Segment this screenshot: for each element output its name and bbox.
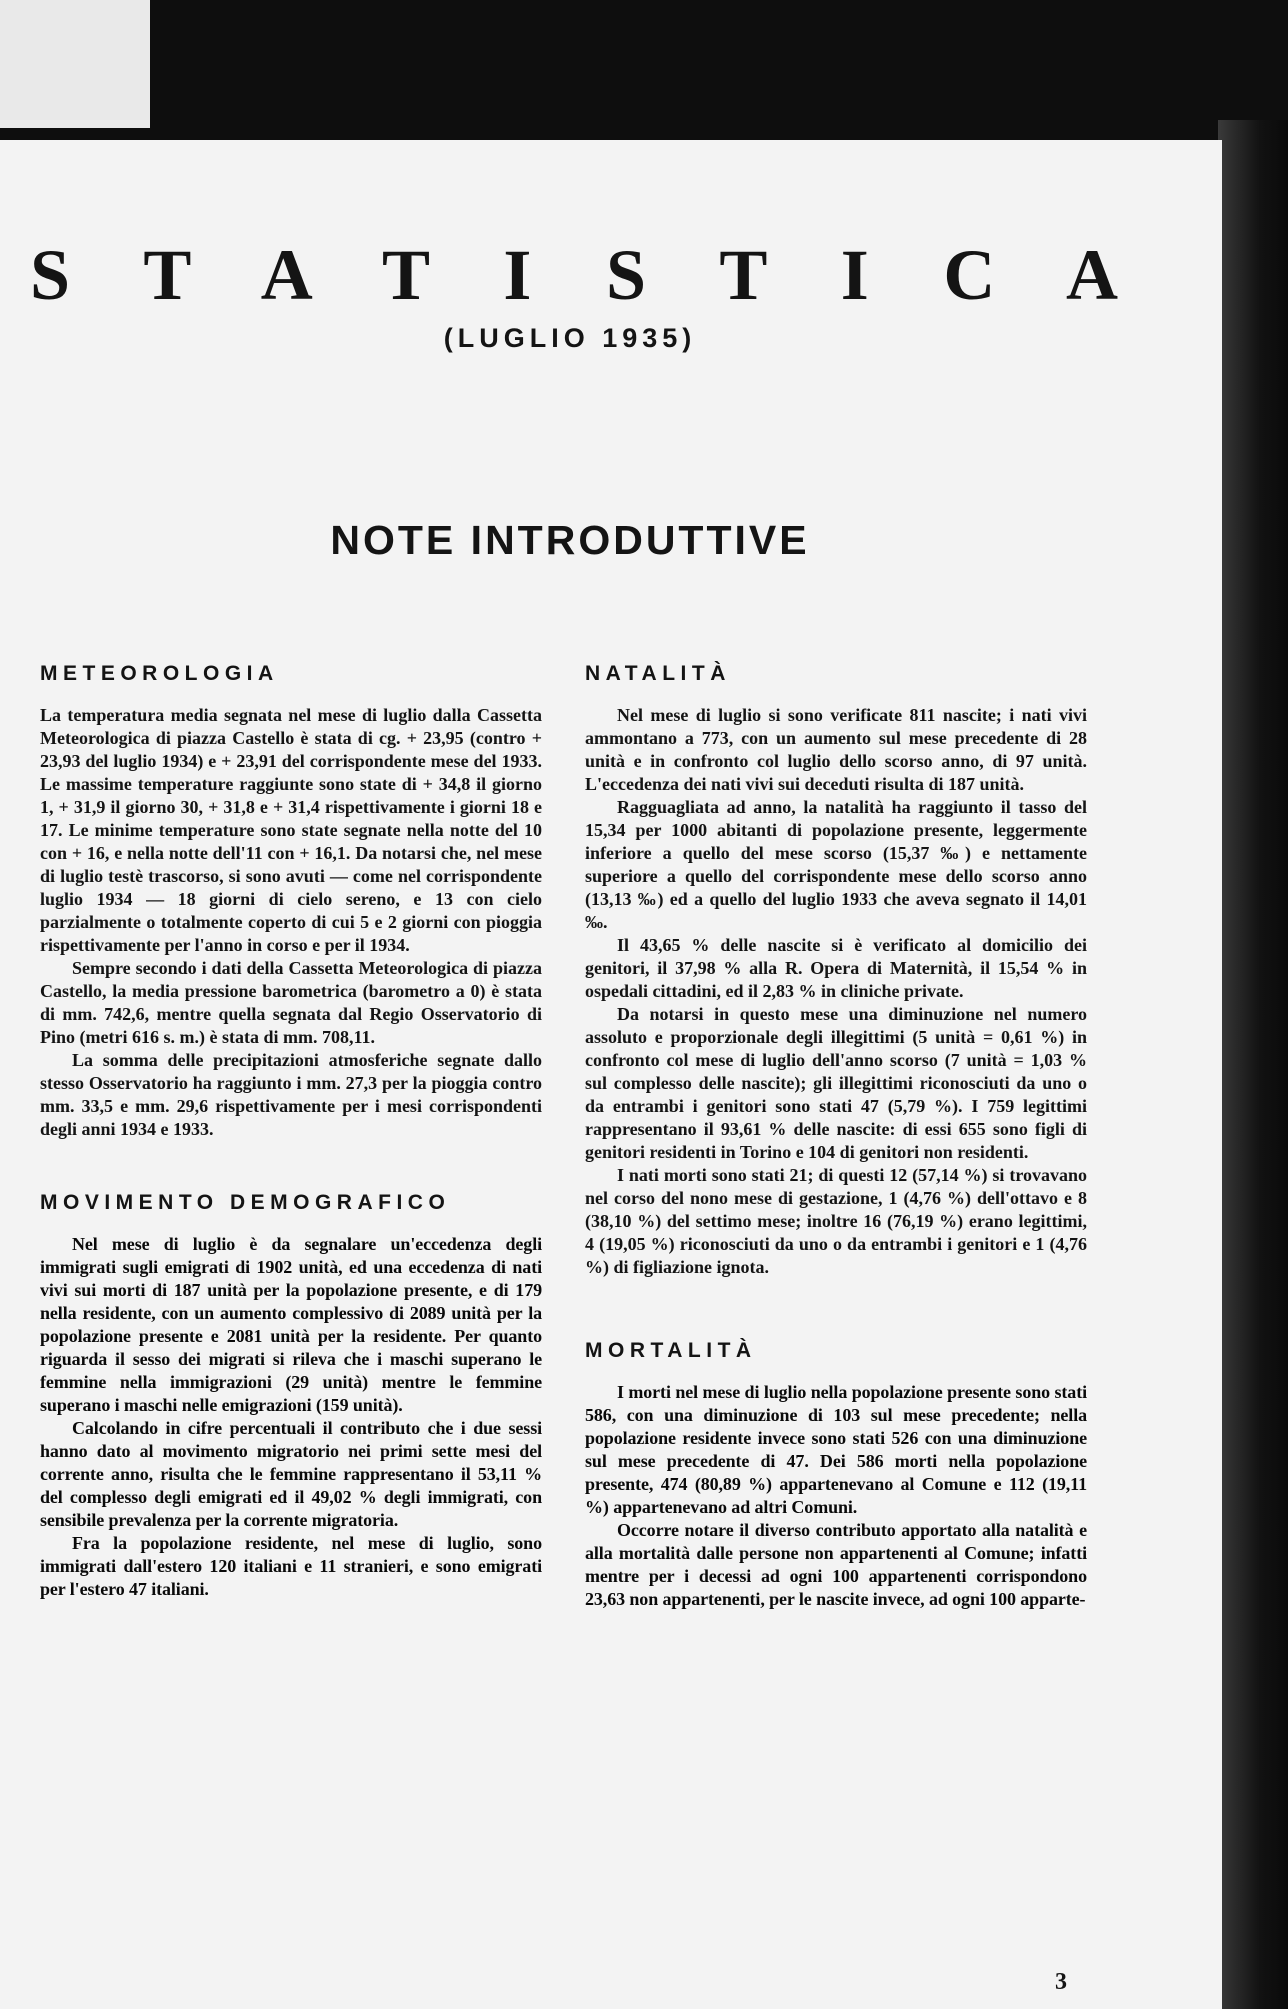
heading-meteorologia: METEOROLOGIA	[40, 662, 279, 685]
scan-border-top	[0, 0, 1288, 150]
paragraph: I nati morti sono stati 21; di questi 12 (57,14 %) si trovavano nel corso del nono mese di gestazione, 1 (4,76 %) dell'ottavo e 8 (38,10 %) del settimo mese; inoltre 16 (76,19 %) erano legittimi, 4 (19,05 %) riconosciuti da uno o da entrambi i genitori e 1 (4,76 %) di figliazione ignota.	[585, 1165, 1087, 1277]
paragraph: Ragguagliata ad anno, la natalità ha raggiunto il tasso del 15,34 per 1000 abitanti di popolazione presente, leggermente inferiore a quello del mese scorso (15,37 ‰) e nettamente superiore a quello del corrispondente mese dello scorso anno (13,13 ‰) ed a quello del luglio 1933 che aveva segnato il 14,01 ‰.	[585, 797, 1087, 932]
paragraph: Fra la popolazione residente, nel mese di luglio, sono immigrati dall'estero 120 italiani e 11 stranieri, e sono emigrati per l'estero 47 italiani.	[40, 1533, 542, 1599]
paragraph: La temperatura media segnata nel mese di luglio dalla Cassetta Meteorologica di piazza Castello è stata di cg. + 23,95 (contro + 23,93 del luglio 1934) e + 23,91 del corrispondente mese del 1933. Le massime temperature raggiunte sono state di + 34,8 il giorno 1, + 31,9 il giorno 30, + 31,8 e + 31,4 rispettivamente i giorni 18 e 17. Le minime temperature sono state segnate nella notte del 10 con + 16, e nella notte dell'11 con + 16,1. Da notarsi che, nel mese di luglio testè trascorso, si sono avuti — come nel corrispondente luglio 1934 — 18 giorni di cielo sereno, e 13 con cielo parzialmente o totalmente coperto di cui 5 e 2 giorni con pioggia rispettivamente per l'anno in corso e per il 1934.	[40, 705, 542, 955]
page-number: 3	[1055, 1969, 1067, 1995]
heading-natalita: NATALITÀ	[585, 662, 731, 685]
paragraph: Sempre secondo i dati della Cassetta Meteorologica di piazza Castello, la media pressione barometrica (barometro a 0) è stata di mm. 742,6, mentre quella segnata dal Regio Osservatorio di Pino (metri 616 s. m.) è stata di mm. 708,11.	[40, 958, 542, 1047]
left-column	[40, 660, 542, 1601]
section-spacer	[40, 1141, 542, 1189]
paragraph: Occorre notare il diverso contributo apportato alla natalità e alla mortalità dalle persone non appartenenti al Comune; infatti mentre per i decessi ad ogni 100 appartenenti corrispondono 23,63 non appartenenti, per le nascite invece, ad ogni 100 apparte-	[585, 1520, 1087, 1609]
right-column	[585, 660, 1087, 1611]
paragraph: I morti nel mese di luglio nella popolazione presente sono stati 586, con una diminuzione di 103 sul mese precedente; nella popolazione residente invece sono stati 526 con una diminuzione sul mese precedente di 47. Dei 586 morti nella popolazione presente, 474 (80,89 %) appartenevano al Comune e 112 (19,11 %) appartenevano ad altri Comuni.	[585, 1382, 1087, 1517]
paragraph: Il 43,65 % delle nascite si è verificato al domicilio dei genitori, il 37,98 % alla R. Opera di Maternità, il 15,54 % in ospedali cittadini, ed il 2,83 % in cliniche private.	[585, 935, 1087, 1001]
page-title: S T A T I S T I C A	[30, 235, 1120, 315]
paragraph: Da notarsi in questo mese una diminuzione nel numero assoluto e proporzionale degli illegittimi (5 unità = 0,61 %) in confronto col mese di luglio dell'anno scorso (7 unità = 1,03 % sul complesso delle nascite); gli illegittimi riconosciuti da uno o da entrambi i genitori sono stati 47 (5,79 %). I 759 legittimi rappresentano il 93,61 % delle nascite: di essi 655 sono figli di genitori residenti in Torino e 104 di genitori non residenti.	[585, 1004, 1087, 1162]
section-title: NOTE INTRODUTTIVE	[330, 517, 810, 563]
heading-movimento-demografico: MOVIMENTO DEMOGRAFICO	[40, 1191, 451, 1214]
scan-paper-corner	[0, 0, 150, 128]
paragraph: Nel mese di luglio si sono verificate 811 nascite; i nati vivi ammontano a 773, con un aumento sul mese precedente di 28 unità e in confronto col luglio dello scorso anno, di 97 unità. L'eccedenza dei nati vivi sui deceduti risulta di 187 unità.	[585, 705, 1087, 794]
paragraph: Nel mese di luglio è da segnalare un'eccedenza degli immigrati sugli emigrati di 1902 unità, ed una eccedenza di nati vivi sui morti di 187 unità per la popolazione presente, e di 179 nella residente, con un aumento complessivo di 2089 unità per la popolazione presente e 2081 unità per la residente. Per quanto riguarda il sesso dei migrati si rileva che i maschi superano le femmine nella immigrazioni (29 unità) mentre le femmine superano i maschi nelle emigrazioni (159 unità).	[40, 1234, 542, 1415]
heading-mortalita: MORTALITÀ	[585, 1339, 757, 1362]
section-spacer	[585, 1279, 1087, 1337]
scan-border-right	[1218, 120, 1288, 2009]
paragraph: Calcolando in cifre percentuali il contributo che i due sessi hanno dato al movimento migratorio nei primi sette mesi del corrente anno, risulta che le femmine rappresentano il 53,11 % del complesso degli emigrati ed il 49,02 % degli immigrati, con sensibile prevalenza per la corrente migratoria.	[40, 1418, 542, 1530]
paragraph: La somma delle precipitazioni atmosferiche segnate dallo stesso Osservatorio ha raggiunto i mm. 27,3 per la pioggia contro mm. 33,5 e mm. 29,6 rispettivamente per i mesi corrispondenti degli anni 1934 e 1933.	[40, 1050, 542, 1139]
page-subtitle: (LUGLIO 1935)	[443, 323, 697, 353]
document-page	[0, 140, 1222, 2009]
